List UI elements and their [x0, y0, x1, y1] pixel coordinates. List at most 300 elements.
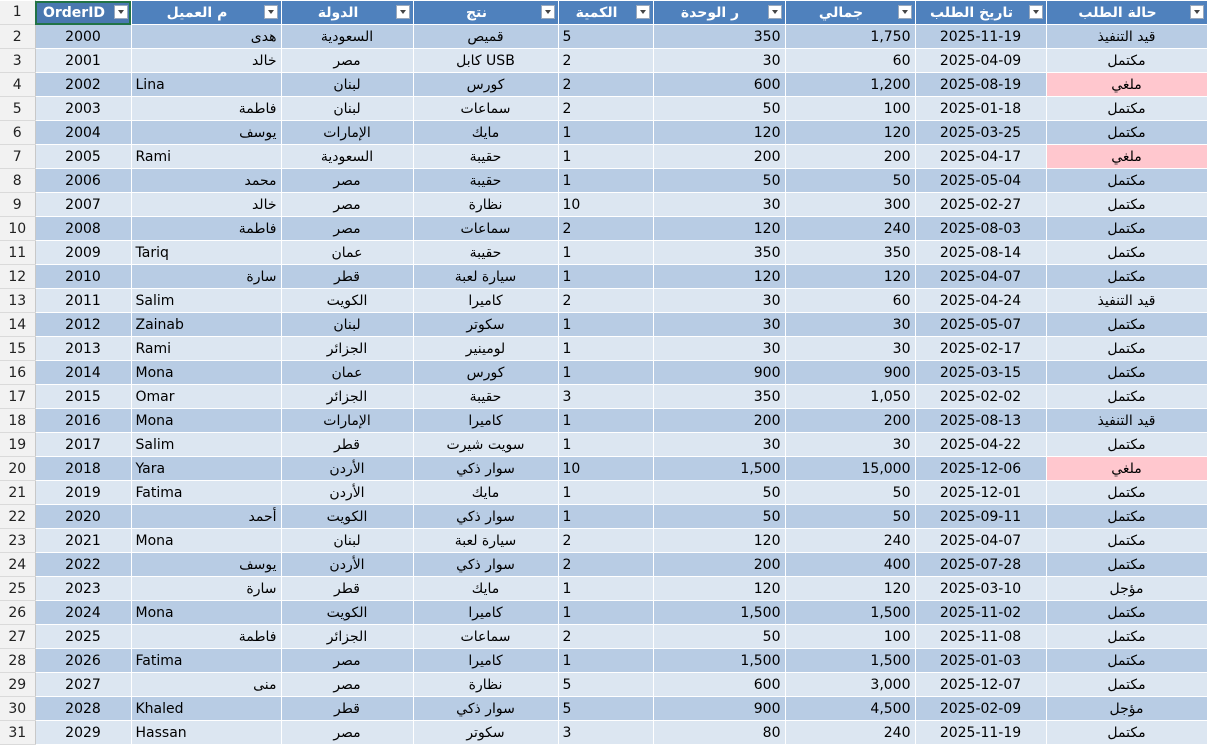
cell-status[interactable]: مكتمل [1046, 433, 1207, 457]
cell-product[interactable]: حقيبة [413, 241, 558, 265]
cell-order-date[interactable]: 2025-02-27 [915, 193, 1046, 217]
row-number[interactable]: 26 [0, 601, 35, 625]
cell-order-date[interactable]: 2025-01-03 [915, 649, 1046, 673]
cell-product[interactable]: مايك [413, 481, 558, 505]
row-number[interactable]: 13 [0, 289, 35, 313]
cell-quantity[interactable]: 5 [558, 25, 653, 49]
cell-total[interactable]: 100 [785, 625, 915, 649]
cell-order-date[interactable]: 2025-03-25 [915, 121, 1046, 145]
cell-total[interactable]: 60 [785, 49, 915, 73]
cell-country[interactable]: الأردن [281, 457, 413, 481]
cell-country[interactable]: لبنان [281, 313, 413, 337]
row-number[interactable]: 24 [0, 553, 35, 577]
cell-total[interactable]: 120 [785, 121, 915, 145]
cell-country[interactable]: قطر [281, 433, 413, 457]
cell-status[interactable]: مكتمل [1046, 529, 1207, 553]
cell-total[interactable]: 30 [785, 313, 915, 337]
cell-country[interactable]: مصر [281, 649, 413, 673]
cell-order-id[interactable]: 2027 [35, 673, 131, 697]
filter-dropdown-icon[interactable] [1029, 5, 1043, 19]
cell-total[interactable]: 60 [785, 289, 915, 313]
cell-country[interactable]: مصر [281, 217, 413, 241]
cell-customer[interactable]: هدى [131, 25, 281, 49]
cell-total[interactable]: 120 [785, 577, 915, 601]
cell-country[interactable]: الأردن [281, 481, 413, 505]
cell-order-id[interactable]: 2015 [35, 385, 131, 409]
cell-order-id[interactable]: 2014 [35, 361, 131, 385]
cell-product[interactable]: سويت شيرت [413, 433, 558, 457]
cell-total[interactable]: 350 [785, 241, 915, 265]
cell-customer[interactable]: Salim [131, 433, 281, 457]
filter-dropdown-icon[interactable] [396, 5, 410, 19]
cell-unit-price[interactable]: 200 [653, 409, 785, 433]
cell-customer[interactable]: محمد [131, 169, 281, 193]
cell-order-id[interactable]: 2018 [35, 457, 131, 481]
row-number[interactable]: 9 [0, 193, 35, 217]
cell-order-id[interactable]: 2001 [35, 49, 131, 73]
cell-total[interactable]: 3,000 [785, 673, 915, 697]
cell-total[interactable]: 120 [785, 265, 915, 289]
cell-order-date[interactable]: 2025-08-13 [915, 409, 1046, 433]
cell-order-date[interactable]: 2025-02-17 [915, 337, 1046, 361]
cell-quantity[interactable]: 1 [558, 361, 653, 385]
cell-country[interactable]: الأردن [281, 553, 413, 577]
cell-unit-price[interactable]: 120 [653, 529, 785, 553]
cell-status[interactable]: مكتمل [1046, 601, 1207, 625]
cell-total[interactable]: 50 [785, 169, 915, 193]
cell-quantity[interactable]: 5 [558, 673, 653, 697]
cell-country[interactable]: قطر [281, 577, 413, 601]
column-header-customer[interactable] [131, 1, 281, 25]
cell-order-date[interactable]: 2025-08-19 [915, 73, 1046, 97]
cell-status[interactable]: مكتمل [1046, 217, 1207, 241]
cell-order-date[interactable]: 2025-12-07 [915, 673, 1046, 697]
row-number[interactable]: 17 [0, 385, 35, 409]
cell-order-date[interactable]: 2025-04-22 [915, 433, 1046, 457]
cell-order-date[interactable]: 2025-11-19 [915, 721, 1046, 745]
row-number[interactable]: 27 [0, 625, 35, 649]
cell-order-id[interactable]: 2007 [35, 193, 131, 217]
column-header-orderid[interactable] [35, 1, 131, 25]
column-header-country[interactable] [281, 1, 413, 25]
cell-status[interactable]: مكتمل [1046, 313, 1207, 337]
cell-order-date[interactable]: 2025-04-07 [915, 529, 1046, 553]
row-number[interactable]: 31 [0, 721, 35, 745]
cell-country[interactable]: الجزائر [281, 337, 413, 361]
cell-product[interactable]: كاميرا [413, 409, 558, 433]
row-number[interactable]: 1 [0, 1, 35, 25]
cell-quantity[interactable]: 1 [558, 169, 653, 193]
cell-quantity[interactable]: 1 [558, 145, 653, 169]
filter-dropdown-icon[interactable] [264, 5, 278, 19]
cell-customer[interactable]: Lina [131, 73, 281, 97]
cell-status[interactable]: مكتمل [1046, 241, 1207, 265]
cell-customer[interactable]: Rami [131, 145, 281, 169]
cell-order-id[interactable]: 2009 [35, 241, 131, 265]
row-number[interactable]: 2 [0, 25, 35, 49]
cell-total[interactable]: 300 [785, 193, 915, 217]
cell-order-date[interactable]: 2025-05-04 [915, 169, 1046, 193]
cell-customer[interactable]: Salim [131, 289, 281, 313]
row-number[interactable]: 11 [0, 241, 35, 265]
cell-unit-price[interactable]: 350 [653, 385, 785, 409]
cell-product[interactable]: سماعات [413, 217, 558, 241]
cell-product[interactable]: سوار ذكي [413, 553, 558, 577]
cell-quantity[interactable]: 2 [558, 49, 653, 73]
cell-order-date[interactable]: 2025-08-03 [915, 217, 1046, 241]
cell-customer[interactable]: Yara [131, 457, 281, 481]
cell-product[interactable]: سكوتر [413, 313, 558, 337]
cell-customer[interactable]: فاطمة [131, 625, 281, 649]
cell-customer[interactable]: Hassan [131, 721, 281, 745]
cell-quantity[interactable]: 1 [558, 433, 653, 457]
cell-total[interactable]: 240 [785, 721, 915, 745]
cell-customer[interactable]: Zainab [131, 313, 281, 337]
cell-country[interactable]: قطر [281, 265, 413, 289]
cell-order-date[interactable]: 2025-05-07 [915, 313, 1046, 337]
cell-product[interactable]: سيارة لعبة [413, 265, 558, 289]
cell-total[interactable]: 400 [785, 553, 915, 577]
cell-unit-price[interactable]: 30 [653, 49, 785, 73]
cell-order-date[interactable]: 2025-07-28 [915, 553, 1046, 577]
cell-order-date[interactable]: 2025-11-19 [915, 25, 1046, 49]
cell-order-date[interactable]: 2025-04-17 [915, 145, 1046, 169]
cell-order-date[interactable]: 2025-04-07 [915, 265, 1046, 289]
cell-quantity[interactable]: 5 [558, 697, 653, 721]
cell-customer[interactable]: Khaled [131, 697, 281, 721]
cell-order-id[interactable]: 2028 [35, 697, 131, 721]
cell-status[interactable]: ملغي [1046, 457, 1207, 481]
cell-product[interactable]: سوار ذكي [413, 457, 558, 481]
column-header-unit-price[interactable] [653, 1, 785, 25]
column-header-order-date[interactable] [915, 1, 1046, 25]
cell-product[interactable]: كورس [413, 73, 558, 97]
cell-product[interactable]: نظارة [413, 193, 558, 217]
row-number[interactable]: 25 [0, 577, 35, 601]
cell-customer[interactable]: Fatima [131, 649, 281, 673]
cell-status[interactable]: مكتمل [1046, 361, 1207, 385]
cell-order-id[interactable]: 2025 [35, 625, 131, 649]
cell-status[interactable]: مكتمل [1046, 481, 1207, 505]
filter-dropdown-icon[interactable] [768, 5, 782, 19]
cell-order-date[interactable]: 2025-02-09 [915, 697, 1046, 721]
cell-order-id[interactable]: 2022 [35, 553, 131, 577]
cell-status[interactable]: مكتمل [1046, 649, 1207, 673]
cell-total[interactable]: 1,200 [785, 73, 915, 97]
cell-customer[interactable]: سارة [131, 577, 281, 601]
cell-unit-price[interactable]: 120 [653, 577, 785, 601]
cell-unit-price[interactable]: 50 [653, 97, 785, 121]
cell-quantity[interactable]: 2 [558, 625, 653, 649]
row-number[interactable]: 21 [0, 481, 35, 505]
row-number[interactable]: 10 [0, 217, 35, 241]
cell-country[interactable]: الإمارات [281, 409, 413, 433]
cell-status[interactable]: مؤجل [1046, 697, 1207, 721]
cell-product[interactable]: حقيبة [413, 145, 558, 169]
cell-total[interactable]: 50 [785, 481, 915, 505]
cell-status[interactable]: ملغي [1046, 73, 1207, 97]
cell-order-id[interactable]: 2023 [35, 577, 131, 601]
row-number[interactable]: 7 [0, 145, 35, 169]
cell-total[interactable]: 200 [785, 145, 915, 169]
cell-quantity[interactable]: 1 [558, 505, 653, 529]
cell-product[interactable]: حقيبة [413, 169, 558, 193]
cell-unit-price[interactable]: 350 [653, 241, 785, 265]
cell-unit-price[interactable]: 200 [653, 145, 785, 169]
cell-country[interactable]: السعودية [281, 145, 413, 169]
cell-status[interactable]: مكتمل [1046, 553, 1207, 577]
cell-customer[interactable]: Mona [131, 601, 281, 625]
cell-product[interactable]: لومينير [413, 337, 558, 361]
cell-order-date[interactable]: 2025-04-09 [915, 49, 1046, 73]
cell-total[interactable]: 1,750 [785, 25, 915, 49]
cell-order-id[interactable]: 2012 [35, 313, 131, 337]
row-number[interactable]: 30 [0, 697, 35, 721]
cell-status[interactable]: مكتمل [1046, 49, 1207, 73]
cell-unit-price[interactable]: 50 [653, 505, 785, 529]
cell-quantity[interactable]: 1 [558, 481, 653, 505]
cell-unit-price[interactable]: 80 [653, 721, 785, 745]
cell-unit-price[interactable]: 600 [653, 73, 785, 97]
cell-customer[interactable]: أحمد [131, 505, 281, 529]
cell-status[interactable]: مكتمل [1046, 169, 1207, 193]
cell-total[interactable]: 240 [785, 217, 915, 241]
cell-unit-price[interactable]: 120 [653, 217, 785, 241]
cell-order-date[interactable]: 2025-12-01 [915, 481, 1046, 505]
cell-quantity[interactable]: 2 [558, 97, 653, 121]
cell-customer[interactable]: خالد [131, 49, 281, 73]
cell-total[interactable]: 200 [785, 409, 915, 433]
column-header-product[interactable] [413, 1, 558, 25]
cell-order-date[interactable]: 2025-01-18 [915, 97, 1046, 121]
cell-quantity[interactable]: 10 [558, 193, 653, 217]
cell-total[interactable]: 900 [785, 361, 915, 385]
cell-order-id[interactable]: 2004 [35, 121, 131, 145]
cell-quantity[interactable]: 10 [558, 457, 653, 481]
cell-status[interactable]: مكتمل [1046, 721, 1207, 745]
cell-product[interactable]: كاميرا [413, 289, 558, 313]
cell-order-id[interactable]: 2024 [35, 601, 131, 625]
cell-order-date[interactable]: 2025-03-10 [915, 577, 1046, 601]
cell-quantity[interactable]: 1 [558, 409, 653, 433]
cell-customer[interactable]: Fatima [131, 481, 281, 505]
cell-status[interactable]: ملغي [1046, 145, 1207, 169]
cell-unit-price[interactable]: 30 [653, 337, 785, 361]
cell-total[interactable]: 1,500 [785, 649, 915, 673]
cell-quantity[interactable]: 2 [558, 289, 653, 313]
filter-dropdown-icon[interactable] [898, 5, 912, 19]
cell-country[interactable]: عمان [281, 361, 413, 385]
cell-customer[interactable]: فاطمة [131, 217, 281, 241]
cell-unit-price[interactable]: 1,500 [653, 457, 785, 481]
cell-total[interactable]: 30 [785, 337, 915, 361]
row-number[interactable]: 15 [0, 337, 35, 361]
cell-product[interactable]: سماعات [413, 625, 558, 649]
cell-order-id[interactable]: 2003 [35, 97, 131, 121]
cell-product[interactable]: قميص [413, 25, 558, 49]
column-header-status[interactable] [1046, 1, 1207, 25]
cell-unit-price[interactable]: 900 [653, 361, 785, 385]
cell-customer[interactable]: يوسف [131, 553, 281, 577]
cell-order-id[interactable]: 2010 [35, 265, 131, 289]
cell-order-id[interactable]: 2008 [35, 217, 131, 241]
cell-product[interactable]: سوار ذكي [413, 697, 558, 721]
filter-dropdown-icon[interactable] [114, 5, 128, 19]
cell-unit-price[interactable]: 200 [653, 553, 785, 577]
cell-country[interactable]: قطر [281, 697, 413, 721]
cell-total[interactable]: 4,500 [785, 697, 915, 721]
filter-dropdown-icon[interactable] [541, 5, 555, 19]
cell-country[interactable]: لبنان [281, 529, 413, 553]
cell-total[interactable]: 30 [785, 433, 915, 457]
filter-dropdown-icon[interactable] [1190, 5, 1204, 19]
cell-customer[interactable]: منى [131, 673, 281, 697]
cell-country[interactable]: مصر [281, 673, 413, 697]
cell-total[interactable]: 1,500 [785, 601, 915, 625]
cell-unit-price[interactable]: 50 [653, 625, 785, 649]
cell-unit-price[interactable]: 1,500 [653, 601, 785, 625]
cell-order-id[interactable]: 2005 [35, 145, 131, 169]
cell-product[interactable]: مايك [413, 121, 558, 145]
cell-status[interactable]: مكتمل [1046, 337, 1207, 361]
cell-order-id[interactable]: 2011 [35, 289, 131, 313]
cell-product[interactable]: كابل USB [413, 49, 558, 73]
cell-product[interactable]: حقيبة [413, 385, 558, 409]
cell-country[interactable]: مصر [281, 721, 413, 745]
cell-total[interactable]: 100 [785, 97, 915, 121]
cell-total[interactable]: 240 [785, 529, 915, 553]
cell-unit-price[interactable]: 600 [653, 673, 785, 697]
cell-quantity[interactable]: 2 [558, 73, 653, 97]
cell-customer[interactable]: Mona [131, 361, 281, 385]
cell-country[interactable]: السعودية [281, 25, 413, 49]
cell-status[interactable]: مكتمل [1046, 265, 1207, 289]
cell-country[interactable]: الكويت [281, 505, 413, 529]
cell-status[interactable]: مكتمل [1046, 505, 1207, 529]
cell-order-id[interactable]: 2029 [35, 721, 131, 745]
cell-status[interactable]: مكتمل [1046, 121, 1207, 145]
cell-status[interactable]: مؤجل [1046, 577, 1207, 601]
cell-country[interactable]: لبنان [281, 97, 413, 121]
cell-order-id[interactable]: 2016 [35, 409, 131, 433]
cell-country[interactable]: لبنان [281, 73, 413, 97]
cell-unit-price[interactable]: 30 [653, 433, 785, 457]
cell-product[interactable]: سوار ذكي [413, 505, 558, 529]
cell-unit-price[interactable]: 50 [653, 481, 785, 505]
cell-customer[interactable]: Omar [131, 385, 281, 409]
cell-customer[interactable]: خالد [131, 193, 281, 217]
cell-customer[interactable]: Mona [131, 529, 281, 553]
row-number[interactable]: 23 [0, 529, 35, 553]
cell-status[interactable]: مكتمل [1046, 625, 1207, 649]
cell-product[interactable]: نظارة [413, 673, 558, 697]
cell-customer[interactable]: سارة [131, 265, 281, 289]
cell-order-id[interactable]: 2013 [35, 337, 131, 361]
cell-status[interactable]: قيد التنفيذ [1046, 25, 1207, 49]
cell-unit-price[interactable]: 1,500 [653, 649, 785, 673]
row-number[interactable]: 8 [0, 169, 35, 193]
cell-product[interactable]: كورس [413, 361, 558, 385]
cell-quantity[interactable]: 3 [558, 385, 653, 409]
cell-status[interactable]: مكتمل [1046, 385, 1207, 409]
cell-unit-price[interactable]: 350 [653, 25, 785, 49]
cell-product[interactable]: سيارة لعبة [413, 529, 558, 553]
column-header-quantity[interactable] [558, 1, 653, 25]
cell-order-date[interactable]: 2025-09-11 [915, 505, 1046, 529]
cell-status[interactable]: مكتمل [1046, 673, 1207, 697]
row-number[interactable]: 4 [0, 73, 35, 97]
cell-total[interactable]: 50 [785, 505, 915, 529]
cell-country[interactable]: الجزائر [281, 385, 413, 409]
cell-quantity[interactable]: 1 [558, 601, 653, 625]
cell-country[interactable]: الجزائر [281, 625, 413, 649]
cell-status[interactable]: مكتمل [1046, 193, 1207, 217]
row-number[interactable]: 20 [0, 457, 35, 481]
cell-country[interactable]: الكويت [281, 289, 413, 313]
cell-customer[interactable]: يوسف [131, 121, 281, 145]
row-number[interactable]: 18 [0, 409, 35, 433]
cell-status[interactable]: مكتمل [1046, 97, 1207, 121]
cell-unit-price[interactable]: 120 [653, 121, 785, 145]
cell-quantity[interactable]: 1 [558, 649, 653, 673]
cell-customer[interactable]: Rami [131, 337, 281, 361]
row-number[interactable]: 6 [0, 121, 35, 145]
column-header-total[interactable] [785, 1, 915, 25]
cell-quantity[interactable]: 1 [558, 337, 653, 361]
cell-quantity[interactable]: 1 [558, 313, 653, 337]
cell-product[interactable]: كاميرا [413, 649, 558, 673]
cell-country[interactable]: عمان [281, 241, 413, 265]
cell-customer[interactable]: Tariq [131, 241, 281, 265]
cell-customer[interactable]: Mona [131, 409, 281, 433]
cell-order-date[interactable]: 2025-08-14 [915, 241, 1046, 265]
cell-total[interactable]: 1,050 [785, 385, 915, 409]
row-number[interactable]: 3 [0, 49, 35, 73]
cell-unit-price[interactable]: 30 [653, 193, 785, 217]
cell-unit-price[interactable]: 50 [653, 169, 785, 193]
cell-order-id[interactable]: 2019 [35, 481, 131, 505]
cell-unit-price[interactable]: 900 [653, 697, 785, 721]
cell-order-date[interactable]: 2025-11-08 [915, 625, 1046, 649]
row-number[interactable]: 22 [0, 505, 35, 529]
filter-dropdown-icon[interactable] [636, 5, 650, 19]
cell-total[interactable]: 15,000 [785, 457, 915, 481]
cell-order-id[interactable]: 2000 [35, 25, 131, 49]
cell-quantity[interactable]: 1 [558, 241, 653, 265]
cell-order-date[interactable]: 2025-02-02 [915, 385, 1046, 409]
cell-status[interactable]: قيد التنفيذ [1046, 289, 1207, 313]
cell-country[interactable]: مصر [281, 169, 413, 193]
cell-quantity[interactable]: 2 [558, 553, 653, 577]
row-number[interactable]: 5 [0, 97, 35, 121]
cell-product[interactable]: كاميرا [413, 601, 558, 625]
cell-quantity[interactable]: 1 [558, 265, 653, 289]
cell-quantity[interactable]: 1 [558, 121, 653, 145]
cell-country[interactable]: الكويت [281, 601, 413, 625]
cell-product[interactable]: سكوتر [413, 721, 558, 745]
cell-unit-price[interactable]: 30 [653, 313, 785, 337]
cell-unit-price[interactable]: 120 [653, 265, 785, 289]
cell-quantity[interactable]: 3 [558, 721, 653, 745]
cell-order-date[interactable]: 2025-11-02 [915, 601, 1046, 625]
row-number[interactable]: 16 [0, 361, 35, 385]
cell-order-id[interactable]: 2006 [35, 169, 131, 193]
cell-product[interactable]: مايك [413, 577, 558, 601]
cell-customer[interactable]: فاطمة [131, 97, 281, 121]
cell-country[interactable]: مصر [281, 193, 413, 217]
row-number[interactable]: 19 [0, 433, 35, 457]
cell-order-id[interactable]: 2002 [35, 73, 131, 97]
